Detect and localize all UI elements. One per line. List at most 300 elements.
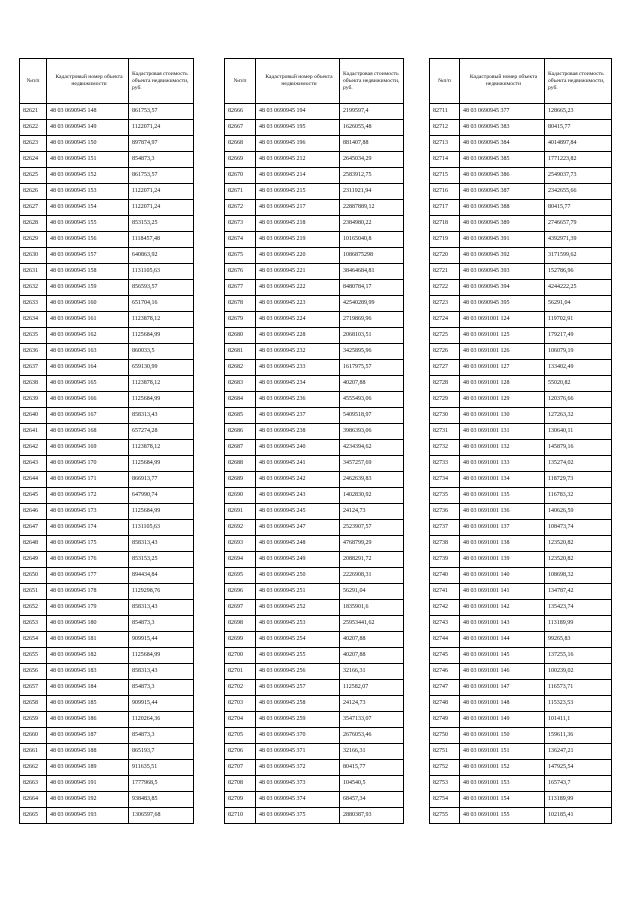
row-number: 82662 xyxy=(20,760,47,776)
cadastral-cost: 56291,04 xyxy=(545,296,612,312)
cadastral-cost: 911635,51 xyxy=(129,760,194,776)
row-number: 82703 xyxy=(225,696,256,712)
cadastral-cost: 2719869,96 xyxy=(340,312,404,328)
cadastral-cost: 1617975,57 xyxy=(340,360,404,376)
row-number: 82755 xyxy=(430,808,460,824)
table-row xyxy=(20,216,194,232)
cadastral-cost: 108473,74 xyxy=(545,520,612,536)
cadastral-number: 48 03 0690945 232 xyxy=(256,344,340,360)
table-row xyxy=(225,616,404,632)
cadastral-cost: 4244222,25 xyxy=(545,280,612,296)
row-number: 82753 xyxy=(430,776,460,792)
table-row xyxy=(430,616,612,632)
cadastral-number: 48 03 0690945 215 xyxy=(256,184,340,200)
cadastral-number: 48 03 0690945 185 xyxy=(47,696,129,712)
table-row xyxy=(20,424,194,440)
row-number: 82655 xyxy=(20,648,47,664)
cadastral-number: 48 03 0690945 253 xyxy=(256,616,340,632)
row-number: 82718 xyxy=(430,216,460,232)
row-number: 82688 xyxy=(225,456,256,472)
cadastral-number: 48 03 0690945 158 xyxy=(47,264,129,280)
cadastral-number: 48 03 0690945 160 xyxy=(47,296,129,312)
table-row xyxy=(225,424,404,440)
cadastral-cost: 1123878,12 xyxy=(129,376,194,392)
cadastral-cost: 5409518,97 xyxy=(340,408,404,424)
row-number: 82648 xyxy=(20,536,47,552)
cadastral-number: 48 03 0691001 125 xyxy=(460,328,545,344)
row-number: 82686 xyxy=(225,424,256,440)
cadastral-cost: 127263,32 xyxy=(545,408,612,424)
row-number: 82640 xyxy=(20,408,47,424)
table-row xyxy=(20,408,194,424)
cadastral-cost: 68457,34 xyxy=(340,792,404,808)
cadastral-number: 48 03 0690945 224 xyxy=(256,312,340,328)
table-row xyxy=(20,568,194,584)
cadastral-number: 48 03 0690945 191 xyxy=(47,776,129,792)
row-number: 82633 xyxy=(20,296,47,312)
cadastral-cost: 102185,41 xyxy=(545,808,612,824)
row-number: 82731 xyxy=(430,424,460,440)
cadastral-cost: 130640,11 xyxy=(545,424,612,440)
cadastral-cost: 4555493,06 xyxy=(340,392,404,408)
cadastral-cost: 866913,77 xyxy=(129,472,194,488)
cadastral-number: 48 03 0690945 245 xyxy=(256,504,340,520)
cadastral-cost: 135423,74 xyxy=(545,600,612,616)
row-number: 82681 xyxy=(225,344,256,360)
cadastral-cost: 145879,16 xyxy=(545,440,612,456)
cadastral-cost: 2746657,79 xyxy=(545,216,612,232)
cadastral-cost: 106079,19 xyxy=(545,344,612,360)
table-row xyxy=(20,728,194,744)
cadastral-number: 48 03 0690945 385 xyxy=(460,152,545,168)
cadastral-cost: 1771223,82 xyxy=(545,152,612,168)
row-number: 82736 xyxy=(430,504,460,520)
cadastral-cost: 858313,43 xyxy=(129,600,194,616)
row-number: 82663 xyxy=(20,776,47,792)
cadastral-cost: 1626055,48 xyxy=(340,120,404,136)
cadastral-number: 48 03 0690945 155 xyxy=(47,216,129,232)
table-row xyxy=(20,696,194,712)
cadastral-cost: 116573,71 xyxy=(545,680,612,696)
row-number: 82687 xyxy=(225,440,256,456)
header-num: №п/п xyxy=(430,59,460,104)
cadastral-number: 48 03 0690945 217 xyxy=(256,200,340,216)
cadastral-cost: 2549037,73 xyxy=(545,168,612,184)
table-row xyxy=(20,152,194,168)
row-number: 82645 xyxy=(20,488,47,504)
cadastral-table-2 xyxy=(224,58,404,824)
table-row xyxy=(225,776,404,792)
cadastral-cost: 1122071,24 xyxy=(129,200,194,216)
cadastral-cost: 2226908,31 xyxy=(340,568,404,584)
cadastral-cost: 119702,91 xyxy=(545,312,612,328)
cadastral-number: 48 03 0690945 391 xyxy=(460,232,545,248)
row-number: 82670 xyxy=(225,168,256,184)
row-number: 82636 xyxy=(20,344,47,360)
table-row xyxy=(430,488,612,504)
cadastral-number: 48 03 0690945 154 xyxy=(47,200,129,216)
cadastral-number: 48 03 0690945 374 xyxy=(256,792,340,808)
row-number: 82657 xyxy=(20,680,47,696)
row-number: 82639 xyxy=(20,392,47,408)
table-row xyxy=(20,184,194,200)
row-number: 82654 xyxy=(20,632,47,648)
row-number: 82738 xyxy=(430,536,460,552)
cadastral-number: 48 03 0690945 240 xyxy=(256,440,340,456)
table-row xyxy=(20,168,194,184)
table-row xyxy=(430,232,612,248)
cadastral-cost: 647990,74 xyxy=(129,488,194,504)
cadastral-number: 48 03 0690945 256 xyxy=(256,664,340,680)
cadastral-number: 48 03 0690945 195 xyxy=(256,120,340,136)
cadastral-cost: 1306597,68 xyxy=(129,808,194,824)
row-number: 82669 xyxy=(225,152,256,168)
table-row xyxy=(225,360,404,376)
table-row xyxy=(20,200,194,216)
cadastral-number: 48 03 0690945 169 xyxy=(47,440,129,456)
row-number: 82672 xyxy=(225,200,256,216)
cadastral-cost: 853153,25 xyxy=(129,552,194,568)
cadastral-cost: 40207,88 xyxy=(340,648,404,664)
cadastral-cost: 80415,77 xyxy=(545,200,612,216)
row-number: 82627 xyxy=(20,200,47,216)
cadastral-cost: 38464684,81 xyxy=(340,264,404,280)
row-number: 82674 xyxy=(225,232,256,248)
cadastral-number: 48 03 0690945 393 xyxy=(460,264,545,280)
cadastral-number: 48 03 0690945 237 xyxy=(256,408,340,424)
cadastral-cost: 55020,82 xyxy=(545,376,612,392)
cadastral-number: 48 03 0691001 145 xyxy=(460,648,545,664)
cadastral-cost: 1131105,63 xyxy=(129,264,194,280)
row-number: 82751 xyxy=(430,744,460,760)
cadastral-cost: 856593,57 xyxy=(129,280,194,296)
cadastral-number: 48 03 0690945 214 xyxy=(256,168,340,184)
cadastral-number: 48 03 0691001 138 xyxy=(460,536,545,552)
table-row xyxy=(20,376,194,392)
table-row xyxy=(430,776,612,792)
cadastral-cost: 42540289,99 xyxy=(340,296,404,312)
table-row xyxy=(225,520,404,536)
cadastral-cost: 860033,5 xyxy=(129,344,194,360)
header-cadastral-number: Кадастровый номер объекта недвижимости xyxy=(47,59,129,104)
cadastral-number: 48 03 0690945 196 xyxy=(256,136,340,152)
cadastral-number: 48 03 0691001 148 xyxy=(460,696,545,712)
table-row xyxy=(225,200,404,216)
cadastral-cost: 2462639,83 xyxy=(340,472,404,488)
cadastral-number: 48 03 0690945 383 xyxy=(460,120,545,136)
cadastral-cost: 140626,59 xyxy=(545,504,612,520)
table-row xyxy=(225,472,404,488)
row-number: 82700 xyxy=(225,648,256,664)
table-row xyxy=(225,168,404,184)
cadastral-cost: 1122071,24 xyxy=(129,184,194,200)
table-row xyxy=(430,312,612,328)
table-row xyxy=(225,216,404,232)
row-number: 82679 xyxy=(225,312,256,328)
row-number: 82678 xyxy=(225,296,256,312)
cadastral-number: 48 03 0690945 167 xyxy=(47,408,129,424)
table-row xyxy=(20,760,194,776)
cadastral-number: 48 03 0690945 222 xyxy=(256,280,340,296)
table-row xyxy=(225,344,404,360)
cadastral-number: 48 03 0691001 141 xyxy=(460,584,545,600)
table-row xyxy=(20,248,194,264)
cadastral-cost: 2645034,29 xyxy=(340,152,404,168)
cadastral-number: 48 03 0690945 164 xyxy=(47,360,129,376)
table-row xyxy=(20,664,194,680)
cadastral-number: 48 03 0690945 250 xyxy=(256,568,340,584)
cadastral-cost: 909915,44 xyxy=(129,696,194,712)
cadastral-number: 48 03 0690945 189 xyxy=(47,760,129,776)
cadastral-cost: 3547133,07 xyxy=(340,712,404,728)
table-row xyxy=(225,120,404,136)
cadastral-number: 48 03 0690945 375 xyxy=(256,808,340,824)
table-row xyxy=(20,808,194,824)
table-row xyxy=(225,680,404,696)
table-row xyxy=(20,360,194,376)
cadastral-cost: 1777968,5 xyxy=(129,776,194,792)
row-number: 82749 xyxy=(430,712,460,728)
cadastral-number: 48 03 0690945 179 xyxy=(47,600,129,616)
cadastral-number: 48 03 0690945 389 xyxy=(460,216,545,232)
row-number: 82643 xyxy=(20,456,47,472)
cadastral-cost: 137255,16 xyxy=(545,648,612,664)
row-number: 82743 xyxy=(430,616,460,632)
table-row xyxy=(430,216,612,232)
table-row xyxy=(20,584,194,600)
row-number: 82691 xyxy=(225,504,256,520)
table-row xyxy=(430,104,612,120)
cadastral-number: 48 03 0690945 238 xyxy=(256,424,340,440)
cadastral-number: 48 03 0690945 193 xyxy=(47,808,129,824)
row-number: 82656 xyxy=(20,664,47,680)
cadastral-cost: 1835901,6 xyxy=(340,600,404,616)
cadastral-number: 48 03 0690945 163 xyxy=(47,344,129,360)
cadastral-number: 48 03 0690945 387 xyxy=(460,184,545,200)
cadastral-cost: 120376,66 xyxy=(545,392,612,408)
cadastral-number: 48 03 0691001 124 xyxy=(460,312,545,328)
table-row xyxy=(225,712,404,728)
cadastral-cost: 1402830,92 xyxy=(340,488,404,504)
row-number: 82694 xyxy=(225,552,256,568)
table-row xyxy=(225,440,404,456)
cadastral-cost: 56291,04 xyxy=(340,584,404,600)
cadastral-number: 48 03 0690945 386 xyxy=(460,168,545,184)
cadastral-number: 48 03 0691001 128 xyxy=(460,376,545,392)
cadastral-cost: 1122071,24 xyxy=(129,120,194,136)
row-number: 82660 xyxy=(20,728,47,744)
row-number: 82684 xyxy=(225,392,256,408)
table-row xyxy=(225,792,404,808)
table-row xyxy=(430,376,612,392)
cadastral-number: 48 03 0690945 242 xyxy=(256,472,340,488)
table-row xyxy=(430,200,612,216)
table-row xyxy=(430,760,612,776)
cadastral-cost: 853153,25 xyxy=(129,216,194,232)
row-number: 82739 xyxy=(430,552,460,568)
cadastral-cost: 858313,43 xyxy=(129,408,194,424)
row-number: 82716 xyxy=(430,184,460,200)
cadastral-number: 48 03 0690945 150 xyxy=(47,136,129,152)
cadastral-cost: 135274,02 xyxy=(545,456,612,472)
table-row xyxy=(20,120,194,136)
row-number: 82659 xyxy=(20,712,47,728)
cadastral-cost: 3171599,62 xyxy=(545,248,612,264)
row-number: 82626 xyxy=(20,184,47,200)
cadastral-cost: 2068103,51 xyxy=(340,328,404,344)
header-cadastral-cost: Кадастровая стоимость объекта недвижимости, руб. xyxy=(340,59,404,104)
row-number: 82754 xyxy=(430,792,460,808)
cadastral-number: 48 03 0690945 221 xyxy=(256,264,340,280)
row-number: 82704 xyxy=(225,712,256,728)
cadastral-cost: 1086875298 xyxy=(340,248,404,264)
cadastral-number: 48 03 0690945 153 xyxy=(47,184,129,200)
cadastral-number: 48 03 0690945 255 xyxy=(256,648,340,664)
cadastral-cost: 40207,88 xyxy=(340,632,404,648)
cadastral-cost: 179217,49 xyxy=(545,328,612,344)
cadastral-cost: 123520,82 xyxy=(545,536,612,552)
cadastral-number: 48 03 0691001 152 xyxy=(460,760,545,776)
cadastral-number: 48 03 0691001 130 xyxy=(460,408,545,424)
cadastral-number: 48 03 0691001 146 xyxy=(460,664,545,680)
row-number: 82750 xyxy=(430,728,460,744)
cadastral-cost: 659130,99 xyxy=(129,360,194,376)
cadastral-cost: 134787,42 xyxy=(545,584,612,600)
table-row xyxy=(225,456,404,472)
cadastral-cost: 32166,31 xyxy=(340,664,404,680)
table-row xyxy=(20,136,194,152)
table-row xyxy=(20,440,194,456)
table-row xyxy=(20,648,194,664)
cadastral-number: 48 03 0690945 254 xyxy=(256,632,340,648)
cadastral-cost: 2384980,22 xyxy=(340,216,404,232)
cadastral-number: 48 03 0691001 136 xyxy=(460,504,545,520)
cadastral-cost: 80415,77 xyxy=(545,120,612,136)
cadastral-cost: 4014897,84 xyxy=(545,136,612,152)
table-row xyxy=(430,536,612,552)
row-number: 82740 xyxy=(430,568,460,584)
row-number: 82685 xyxy=(225,408,256,424)
table-row xyxy=(430,552,612,568)
table-row xyxy=(430,120,612,136)
table-row xyxy=(225,376,404,392)
row-number: 82668 xyxy=(225,136,256,152)
cadastral-number: 48 03 0690945 181 xyxy=(47,632,129,648)
cadastral-cost: 165743,7 xyxy=(545,776,612,792)
cadastral-number: 48 03 0690945 192 xyxy=(47,792,129,808)
cadastral-cost: 113189,99 xyxy=(545,616,612,632)
header-cadastral-number: Кадастровый номер объекта недвижимости xyxy=(460,59,545,104)
table-row xyxy=(430,456,612,472)
cadastral-number: 48 03 0690945 157 xyxy=(47,248,129,264)
table-header-row xyxy=(20,59,194,104)
row-number: 82735 xyxy=(430,488,460,504)
table-row xyxy=(20,616,194,632)
table-row xyxy=(225,152,404,168)
cadastral-cost: 3457257,69 xyxy=(340,456,404,472)
cadastral-number: 48 03 0690945 152 xyxy=(47,168,129,184)
cadastral-number: 48 03 0690945 388 xyxy=(460,200,545,216)
table-row xyxy=(225,248,404,264)
row-number: 82638 xyxy=(20,376,47,392)
table-row xyxy=(430,584,612,600)
table-row xyxy=(225,488,404,504)
cadastral-cost: 1123878,12 xyxy=(129,440,194,456)
cadastral-table-3 xyxy=(429,58,612,824)
row-number: 82747 xyxy=(430,680,460,696)
cadastral-cost: 858313,43 xyxy=(129,536,194,552)
row-number: 82632 xyxy=(20,280,47,296)
table-row xyxy=(225,664,404,680)
cadastral-cost: 8480784,17 xyxy=(340,280,404,296)
row-number: 82642 xyxy=(20,440,47,456)
row-number: 82708 xyxy=(225,776,256,792)
cadastral-cost: 865193,7 xyxy=(129,744,194,760)
cadastral-cost: 123520,82 xyxy=(545,552,612,568)
cadastral-cost: 651704,16 xyxy=(129,296,194,312)
cadastral-number: 48 03 0690945 384 xyxy=(460,136,545,152)
cadastral-number: 48 03 0690945 175 xyxy=(47,536,129,552)
row-number: 82629 xyxy=(20,232,47,248)
table-row xyxy=(20,520,194,536)
table-row xyxy=(20,104,194,120)
cadastral-cost: 116783,32 xyxy=(545,488,612,504)
cadastral-number: 48 03 0690945 248 xyxy=(256,536,340,552)
table-row xyxy=(225,536,404,552)
header-cadastral-number: Кадастровый номер объекта недвижимости xyxy=(256,59,340,104)
cadastral-cost: 2342655,66 xyxy=(545,184,612,200)
row-number: 82624 xyxy=(20,152,47,168)
row-number: 82650 xyxy=(20,568,47,584)
row-number: 82673 xyxy=(225,216,256,232)
cadastral-number: 48 03 0691001 132 xyxy=(460,440,545,456)
table-row xyxy=(225,104,404,120)
cadastral-cost: 1123878,12 xyxy=(129,312,194,328)
table-row xyxy=(20,312,194,328)
cadastral-cost: 657274,28 xyxy=(129,424,194,440)
cadastral-cost: 854873,3 xyxy=(129,152,194,168)
row-number: 82737 xyxy=(430,520,460,536)
cadastral-number: 48 03 0691001 139 xyxy=(460,552,545,568)
row-number: 82690 xyxy=(225,488,256,504)
table-row xyxy=(20,456,194,472)
cadastral-cost: 24124,73 xyxy=(340,696,404,712)
cadastral-cost: 1125684,99 xyxy=(129,456,194,472)
table-row xyxy=(430,440,612,456)
cadastral-number: 48 03 0690945 395 xyxy=(460,296,545,312)
cadastral-number: 48 03 0691001 151 xyxy=(460,744,545,760)
cadastral-number: 48 03 0690945 188 xyxy=(47,744,129,760)
cadastral-number: 48 03 0690945 194 xyxy=(256,104,340,120)
row-number: 82664 xyxy=(20,792,47,808)
cadastral-cost: 22887889,12 xyxy=(340,200,404,216)
table-row xyxy=(20,712,194,728)
table-row xyxy=(20,280,194,296)
cadastral-number: 48 03 0691001 131 xyxy=(460,424,545,440)
cadastral-number: 48 03 0690945 156 xyxy=(47,232,129,248)
header-num: №п/п xyxy=(225,59,256,104)
table-row xyxy=(225,600,404,616)
table-row xyxy=(20,536,194,552)
cadastral-number: 48 03 0690945 370 xyxy=(256,728,340,744)
row-number: 82651 xyxy=(20,584,47,600)
cadastral-number: 48 03 0690945 168 xyxy=(47,424,129,440)
table-row xyxy=(20,472,194,488)
row-number: 82649 xyxy=(20,552,47,568)
row-number: 82652 xyxy=(20,600,47,616)
row-number: 82714 xyxy=(430,152,460,168)
cadastral-number: 48 03 0690945 218 xyxy=(256,216,340,232)
